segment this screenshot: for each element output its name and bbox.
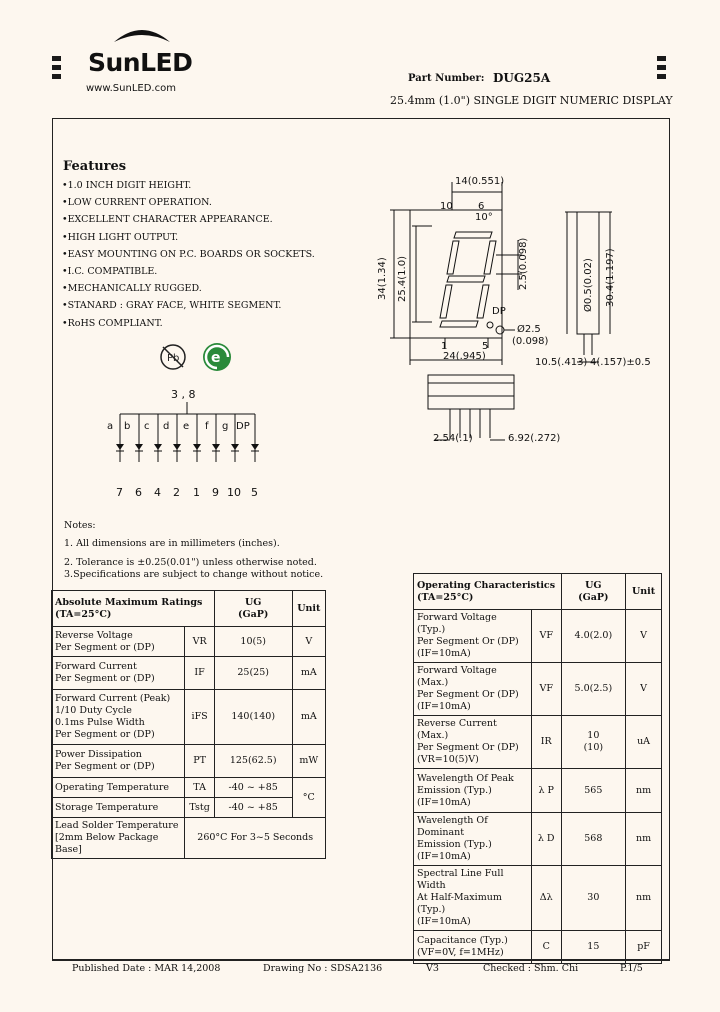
- part-label: Part Number:: [408, 73, 485, 84]
- table-row: Operating Temperature TA -40 ~ +85 °C: [52, 778, 326, 798]
- col-unit: Unit: [292, 591, 325, 627]
- table-row: Forward Current (Peak) 1/10 Duty Cycle 0.1ms Pulse Width Per Segment or (DP) iFS 140(140) mA: [52, 690, 326, 745]
- feature-item: •MECHANICALLY RUGGED.: [62, 283, 202, 295]
- segment-labels: [100, 421, 270, 435]
- pin-number: 10: [227, 486, 241, 499]
- dim-pin1: 1: [441, 341, 448, 352]
- table-row: Forward Voltage (Typ.) Per Segment Or (DP) (IF=10mA) VF 4.0(2.0) V: [414, 610, 662, 663]
- segment-label: d: [163, 421, 170, 432]
- note-item: 1. All dimensions are in millimeters (inches).: [64, 538, 280, 549]
- pin-number: 7: [116, 486, 123, 499]
- dim-seg-width: 2.5(0.098): [518, 237, 529, 290]
- table-row: Forward Voltage (Max.) Per Segment Or (DP) (IF=10mA) VF 5.0(2.5) V: [414, 663, 662, 716]
- feature-item: •LOW CURRENT OPERATION.: [62, 197, 212, 209]
- notes-title: Notes:: [64, 520, 96, 531]
- feature-item: •HIGH LIGHT OUTPUT.: [62, 231, 179, 243]
- footer-divider: [52, 960, 670, 961]
- corner-mark: [52, 74, 61, 79]
- corner-mark: [52, 65, 61, 70]
- table-row: Wavelength Of Peak Emission (Typ.) (IF=10mA) λ P 565 nm: [414, 769, 662, 813]
- dim-side-h1: Ø0.5(0.02): [583, 258, 594, 312]
- op-char-title: Operating Characteristics (TA=25°C): [414, 574, 562, 610]
- dim-side-w2: 4(.157)±0.5: [590, 357, 651, 368]
- dim-dp-dia-in: (0.098): [512, 336, 549, 347]
- table-row: Storage Temperature Tstg -40 ~ +85: [52, 798, 326, 818]
- dim-height-total: 34(1.34): [377, 257, 388, 300]
- col-unit: Unit: [626, 574, 662, 610]
- segment-label: c: [144, 421, 150, 432]
- segment-label: DP: [236, 421, 250, 432]
- rohs-recycle-icon: [201, 341, 233, 373]
- table-row: Power Dissipation Per Segment or (DP) PT 125(62.5) mW: [52, 745, 326, 778]
- table-row: Reverse Current (Max.) Per Segment Or (DP) (VR=10(5)V) IR 10 (10) uA: [414, 716, 662, 769]
- pin-number: 4: [154, 486, 161, 499]
- table-row: Capacitance (Typ.) (VF=0V, f=1MHz) C 15 pF: [414, 931, 662, 964]
- dim-angle: 10°: [475, 212, 493, 223]
- pin-number: 2: [173, 486, 180, 499]
- published-date: Published Date : MAR 14,2008: [72, 963, 221, 974]
- note-item: 3.Specifications are subject to change without notice.: [64, 569, 324, 580]
- dim-pin6: 6: [478, 201, 485, 212]
- brand-logo: SunLED: [88, 48, 193, 77]
- features-title: Features: [63, 159, 127, 174]
- abs-max-title: Absolute Maximum Ratings (TA=25°C): [52, 591, 215, 627]
- corner-mark: [657, 56, 666, 61]
- col-ug: UG (GaP): [561, 574, 626, 610]
- segment-label: b: [124, 421, 131, 432]
- pin-number: 5: [251, 486, 258, 499]
- segment-label: f: [205, 421, 209, 432]
- dim-pitch: 2.54(.1): [433, 433, 473, 444]
- common-anode-pins: 3 , 8: [171, 388, 196, 401]
- feature-item: •STANARD : GRAY FACE, WHITE SEGMENT.: [62, 300, 282, 312]
- dim-dp-label: DP: [492, 306, 506, 317]
- dim-width-top: 14(0.551): [455, 176, 505, 187]
- pin-numbers: [100, 486, 270, 500]
- checked-by: Checked : Shm. Chi: [483, 963, 579, 974]
- dim-row: 6.92(.272): [508, 433, 561, 444]
- segment-label: e: [183, 421, 190, 432]
- pin-number: 9: [212, 486, 219, 499]
- segment-label: g: [222, 421, 229, 432]
- page-number: P.1/5: [620, 963, 643, 974]
- logo-arc-icon: [112, 22, 172, 44]
- product-description: 25.4mm (1.0") SINGLE DIGIT NUMERIC DISPLAY: [390, 94, 673, 107]
- version: V3: [426, 963, 439, 974]
- dim-side-h2: 30.4(1.197): [605, 248, 616, 307]
- drawing-number: Drawing No : SDSA2136: [263, 963, 383, 974]
- feature-item: •1.0 INCH DIGIT HEIGHT.: [62, 180, 192, 191]
- dim-side-w1: 10.5(.413): [535, 357, 588, 368]
- pin-number: 1: [193, 486, 200, 499]
- corner-mark: [657, 74, 666, 79]
- dim-pin10: 10: [440, 201, 453, 212]
- corner-mark: [657, 65, 666, 70]
- note-item: 2. Tolerance is ±0.25(0.01") unless otherwise noted.: [64, 557, 317, 568]
- table-row: Reverse Voltage Per Segment or (DP) VR 10(5) V: [52, 627, 326, 657]
- circuit-schematic: [100, 400, 270, 480]
- segment-label: a: [107, 421, 114, 432]
- part-number: DUG25A: [493, 71, 551, 85]
- dim-dp-dia: Ø2.5: [517, 324, 541, 335]
- feature-item: •EASY MOUNTING ON P.C. BOARDS OR SOCKETS.: [62, 248, 315, 260]
- dim-height-digit: 25.4(1.0): [397, 256, 408, 302]
- svg-text:e: e: [211, 350, 221, 366]
- feature-item: •RoHS COMPLIANT.: [62, 317, 163, 329]
- brand-url: www.SunLED.com: [86, 83, 176, 94]
- table-row: Lead Solder Temperature [2mm Below Package Base] 260°C For 3~5 Seconds: [52, 818, 326, 859]
- feature-item: •I.C. COMPATIBLE.: [62, 265, 158, 277]
- table-row: Spectral Line Full Width At Half-Maximum (Typ.) (IF=10mA) Δλ 30 nm: [414, 866, 662, 931]
- feature-item: •EXCELLENT CHARACTER APPEARANCE.: [62, 214, 273, 226]
- col-ug: UG (GaP): [214, 591, 292, 627]
- svg-text:Pb: Pb: [167, 353, 180, 364]
- op-char-table: [413, 573, 662, 964]
- abs-max-table: [51, 590, 326, 859]
- dim-pin5: 5: [482, 341, 489, 352]
- features-list: [62, 180, 315, 335]
- dim-width-bottom: 24(.945): [443, 351, 486, 362]
- corner-mark: [52, 56, 61, 61]
- pin-number: 6: [135, 486, 142, 499]
- pb-free-icon: [158, 342, 188, 372]
- package-drawing: [380, 170, 670, 460]
- table-row: Forward Current Per Segment or (DP) IF 25(25) mA: [52, 657, 326, 690]
- table-row: Wavelength Of Dominant Emission (Typ.) (IF=10mA) λ D 568 nm: [414, 813, 662, 866]
